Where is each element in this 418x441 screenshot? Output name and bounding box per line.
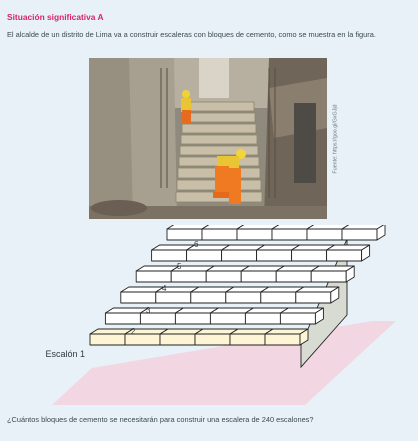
block [136,271,171,282]
block [311,271,346,282]
block [191,292,226,303]
block [280,313,315,324]
block [206,271,241,282]
block [292,250,327,261]
block [265,334,300,345]
block [152,250,187,261]
block [307,229,342,240]
block [327,250,362,261]
step-label-5: 5 [177,262,182,271]
block [175,313,210,324]
block [241,271,276,282]
question-text: ¿Cuántos bloques de cemento se necesitarán para construir una escalera de 240 escalones? [7,415,314,424]
block [226,292,261,303]
step-label-1: Escalón 1 [45,349,85,359]
block [167,229,202,240]
block [257,250,292,261]
block [171,271,206,282]
block [276,271,311,282]
staircase-diagram [0,225,418,410]
activity-title: Situación significativa A [7,12,104,22]
activity-intro: El alcalde de un distrito de Lima va a construir escaleras con bloques de cemento, como se muestra en la figura. [7,30,376,39]
block [202,229,237,240]
block [156,292,191,303]
block [121,292,156,303]
step-label-2: 2 [131,327,136,336]
block [90,334,125,345]
block [195,334,230,345]
block [272,229,307,240]
block [210,313,245,324]
block [342,229,377,240]
step-label-6: 6 [194,240,199,249]
construction-photo [89,58,327,219]
block [105,313,140,324]
block [160,334,195,345]
block [245,313,280,324]
step-label-3: 3 [146,306,151,315]
step-label-4: 4 [162,284,167,293]
block [230,334,265,345]
block [237,229,272,240]
block [296,292,331,303]
block [187,250,222,261]
block [261,292,296,303]
photo-credit: Fuente: https://goo.gl/GxGJjd [332,104,338,174]
block [222,250,257,261]
